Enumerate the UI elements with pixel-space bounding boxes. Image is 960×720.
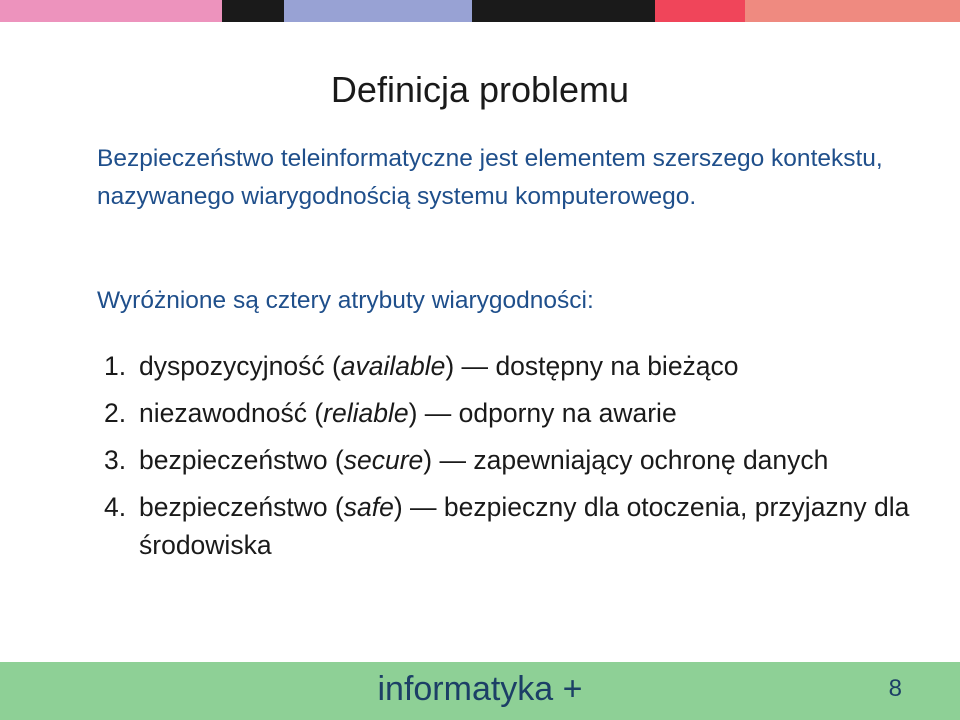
attribute-english: reliable (323, 398, 409, 428)
header-stripe-black-2 (472, 0, 655, 22)
list-item: 4. bezpieczeństwo (safe) — bezpieczny dla otoczenia, przyjazny dla środowiska (104, 488, 924, 564)
attributes-lead: Wyróżnione są cztery atrybuty wiarygodności: (97, 287, 594, 314)
list-item: 2. niezawodność (reliable) — odporny na awarie (104, 394, 924, 432)
attribute-english: secure (343, 445, 424, 475)
attribute-name: bezpieczeństwo (139, 445, 328, 475)
list-item: 1. dyspozycyjność (available) — dostępny na bieżąco (104, 347, 924, 385)
attribute-description: dostępny na bieżąco (495, 351, 739, 381)
slide-title: Definicja problemu (330, 69, 630, 110)
header-stripe-red (655, 0, 745, 22)
footer-bar (0, 662, 960, 720)
list-item-number: 3. (104, 445, 127, 475)
intro-paragraph: Bezpieczeństwo teleinformatyczne jest elementem szerszego kontekstu, nazywanego wiarygodnością systemu komputerowego. (97, 145, 883, 210)
list-item-number: 1. (104, 351, 127, 381)
header-stripe-lavender (284, 0, 472, 22)
attribute-description: zapewniający ochronę danych (473, 445, 829, 475)
list-item-number: 4. (104, 492, 127, 522)
header-stripe-salmon (745, 0, 960, 22)
header-stripe-black-1 (222, 0, 284, 22)
list-item: 3. bezpieczeństwo (secure) — zapewniający ochronę danych (104, 441, 924, 479)
attribute-description: bezpieczny dla otoczenia, przyjazny dla środowiska (139, 492, 910, 560)
footer-brand: informatyka + (377, 670, 583, 708)
attribute-name: bezpieczeństwo (139, 492, 328, 522)
header-stripe-pink (0, 0, 222, 22)
attribute-name: dyspozycyjność (139, 351, 325, 381)
header-stripe-bar (0, 0, 960, 22)
attribute-english: available (340, 351, 446, 381)
page-number: 8 (888, 675, 902, 702)
list-item-number: 2. (104, 398, 127, 428)
attribute-description: odporny na awarie (458, 398, 677, 428)
attribute-english: safe (343, 492, 394, 522)
attributes-list (104, 347, 924, 564)
attribute-name: niezawodność (139, 398, 307, 428)
